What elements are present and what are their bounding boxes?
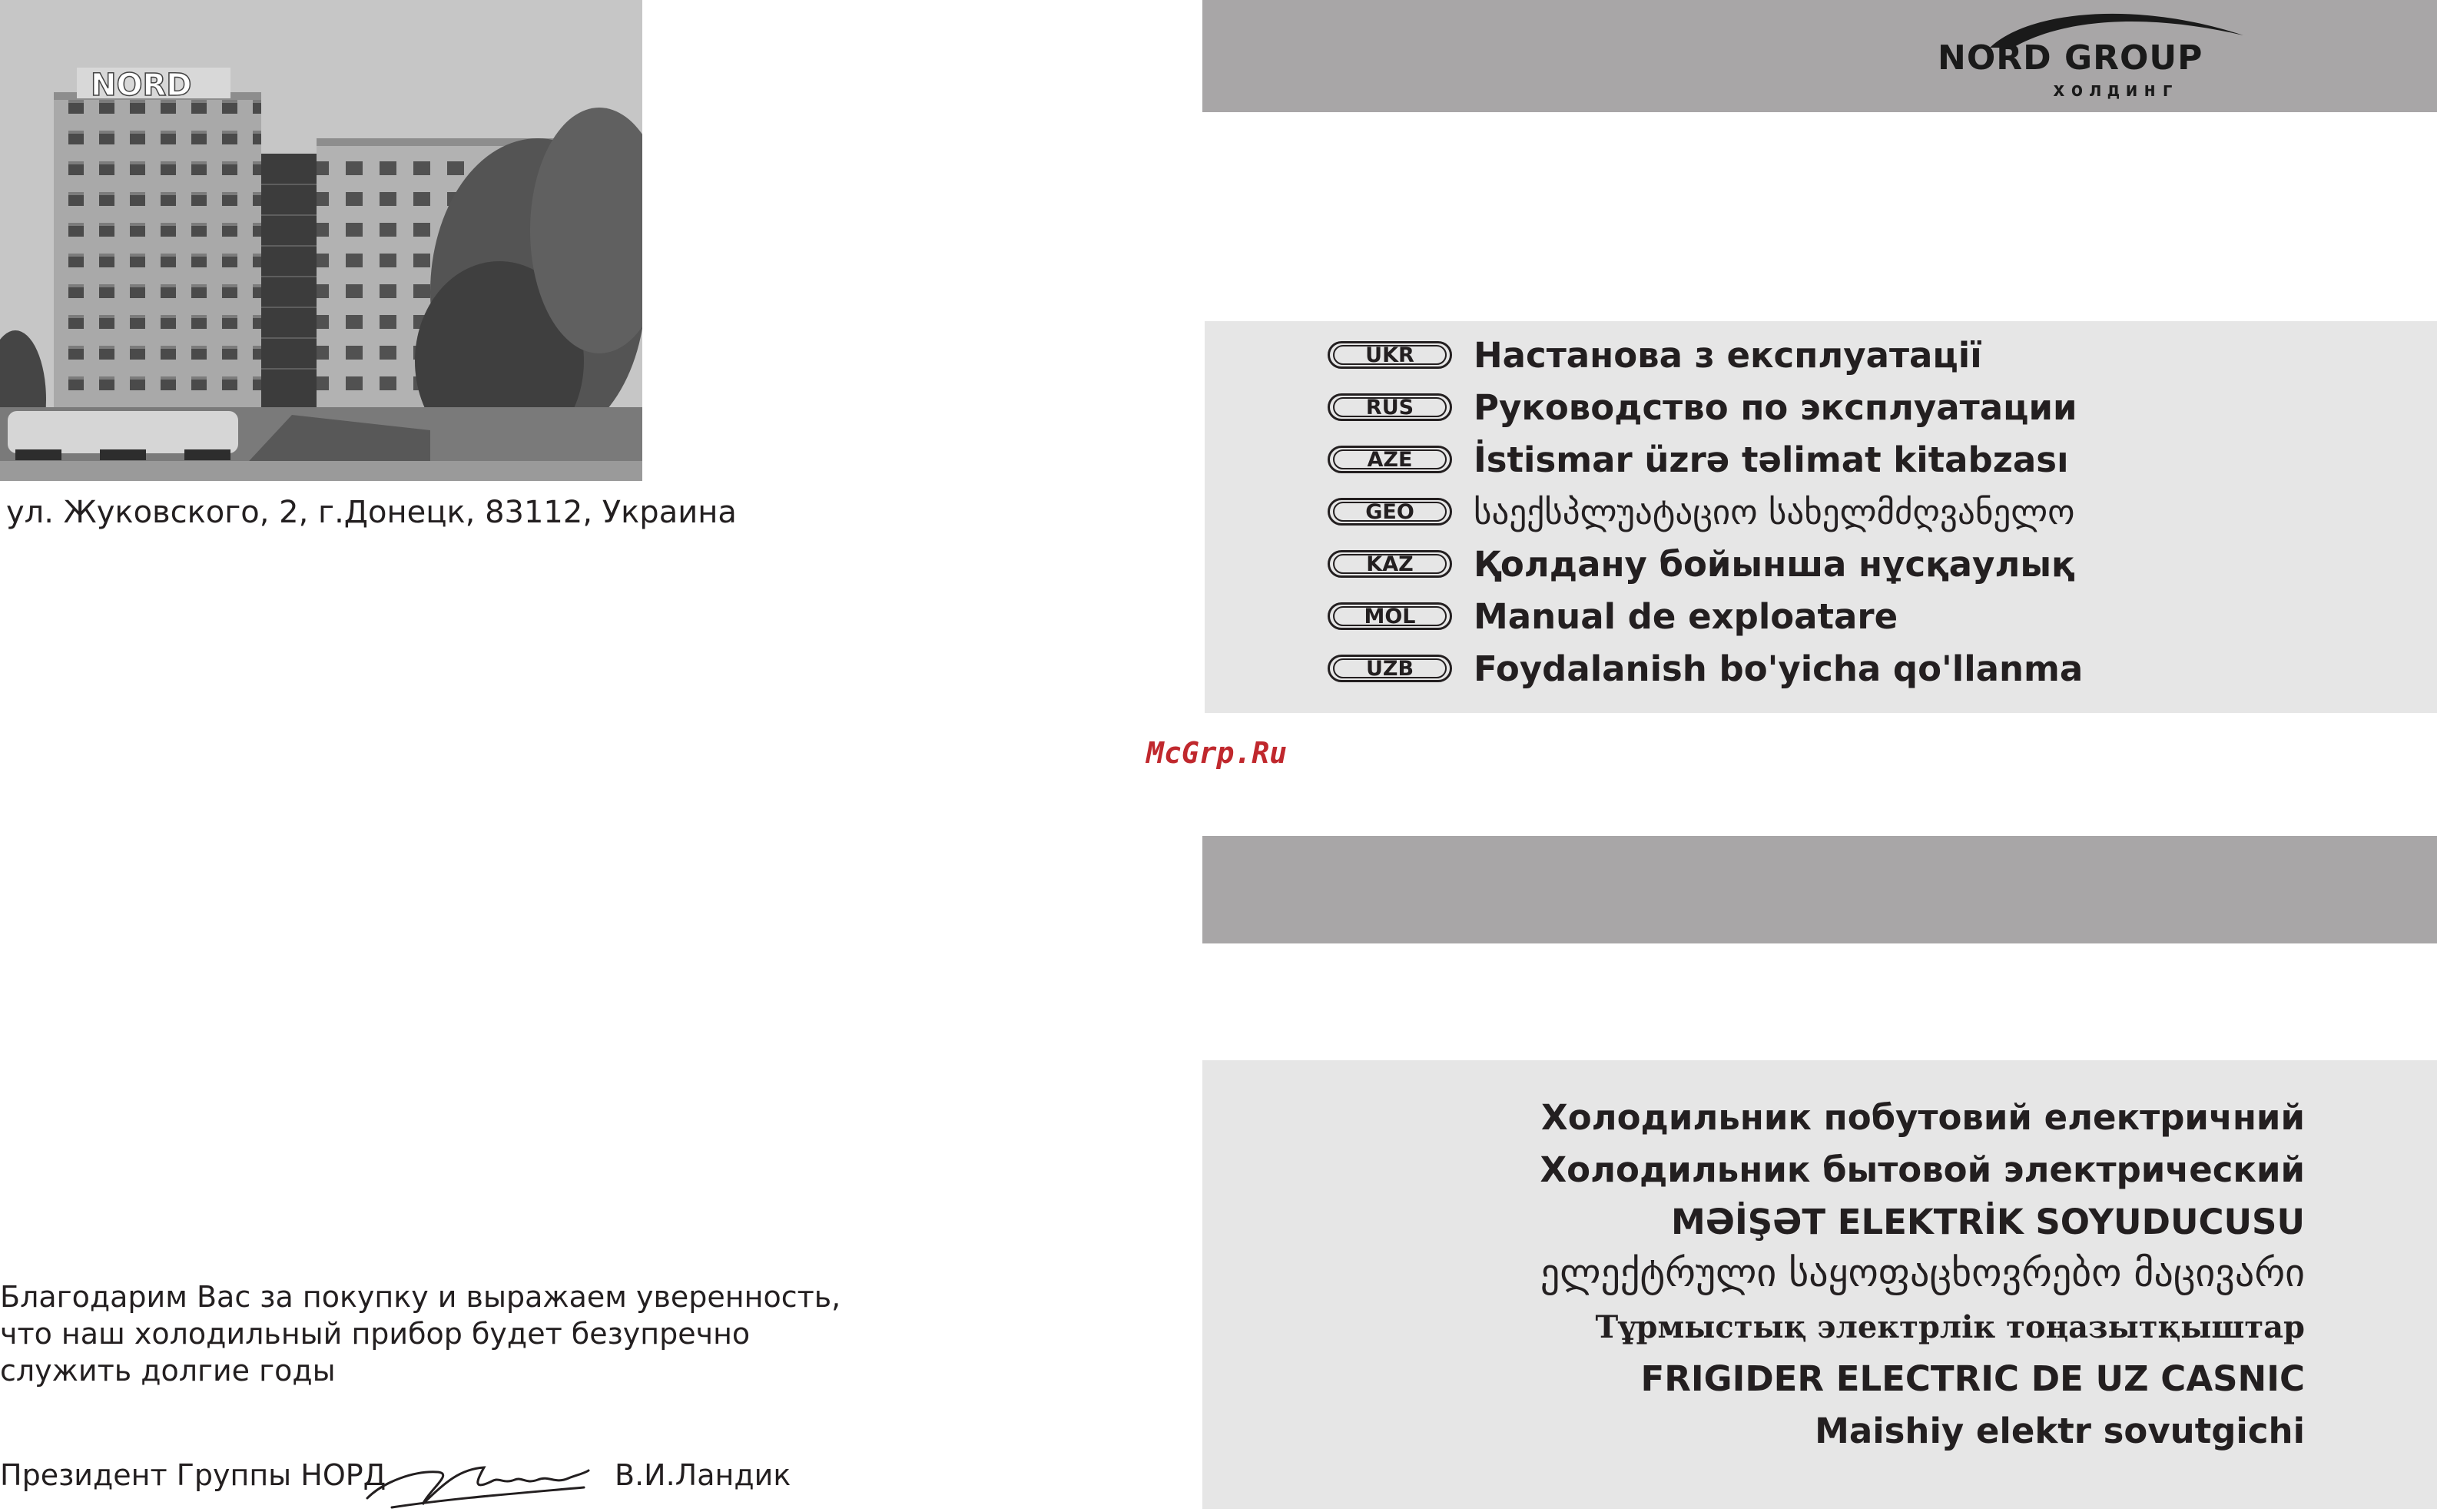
product-title-aze: MƏİŞƏT ELEKTRİK SOYUDUCUSU xyxy=(1671,1202,2305,1242)
language-row-aze xyxy=(1328,436,2069,482)
language-code-badge: KAZ xyxy=(1328,550,1452,578)
language-row-rus xyxy=(1328,384,2077,430)
language-code-badge: UKR xyxy=(1328,341,1452,369)
middle-gray-bar xyxy=(1202,836,2437,943)
language-title: Настанова з експлуатації xyxy=(1474,334,1982,376)
product-title-mol: FRIGIDER ELECTRIC DE UZ CASNIC xyxy=(1640,1358,2305,1399)
product-title-panel xyxy=(1202,1060,2437,1509)
product-title-uzb: Maishiy elektr sovutgichi xyxy=(1815,1411,2305,1451)
language-row-uzb xyxy=(1328,645,2083,691)
language-row-ukr xyxy=(1328,332,1982,378)
thank-you-message xyxy=(0,1278,845,1389)
logo-subtitle: холдинг xyxy=(2053,78,2180,101)
language-title: Foydalanish bo'yicha qo'llanma xyxy=(1474,648,2084,689)
language-row-geo xyxy=(1328,489,2074,535)
product-title-geo: ელექტრული საყოფაცხოვრებო მაცივარი xyxy=(1540,1251,2305,1295)
address: ул. Жуковского, 2, г.Донецк, 83112, Украина xyxy=(6,495,737,530)
language-code-badge: UZB xyxy=(1328,655,1452,682)
nord-group-logo xyxy=(1928,3,2313,106)
president-signature-block xyxy=(0,1451,860,1512)
language-title: Руководство по эксплуатации xyxy=(1474,386,2077,428)
thanks-line: служить долгие годы xyxy=(0,1354,336,1388)
president-label: Президент Группы НОРД xyxy=(0,1458,386,1492)
building-sign-text: NORD xyxy=(91,68,192,103)
thanks-line: Благодарим Вас за покупку и выражаем уверенность, xyxy=(0,1280,841,1314)
product-title-ukr: Холодильник побутовий електричний xyxy=(1541,1097,2305,1138)
handwritten-signature xyxy=(361,1451,592,1512)
language-title: Manual de exploatare xyxy=(1474,595,1898,637)
logo-name: NORD GROUP xyxy=(1938,38,2203,78)
language-code-badge: AZE xyxy=(1328,446,1452,473)
thanks-line: что наш холодильный прибор будет безупречно xyxy=(0,1317,751,1351)
language-row-kaz xyxy=(1328,541,2075,587)
product-title-kaz: Тұрмыстық электрлік тоңазытқыштар xyxy=(1595,1309,2305,1345)
language-title: İstismar üzrə təlimat kitabzası xyxy=(1474,439,2069,480)
language-code-badge: RUS xyxy=(1328,393,1452,421)
president-name: В.И.Ландик xyxy=(615,1458,791,1492)
language-row-mol xyxy=(1328,593,1898,639)
language-title: საექსპლუატაციო სახელმძღვანელო xyxy=(1474,491,2075,532)
language-title: Қолдану бойынша нұсқаулық xyxy=(1474,543,2075,585)
language-code-badge: MOL xyxy=(1328,602,1452,630)
language-list-panel xyxy=(1205,321,2437,713)
building-photo xyxy=(0,0,642,481)
product-title-rus: Холодильник бытовой электрический xyxy=(1540,1149,2305,1190)
watermark: McGrp.Ru xyxy=(1146,736,1288,770)
language-code-badge: GEO xyxy=(1328,498,1452,526)
